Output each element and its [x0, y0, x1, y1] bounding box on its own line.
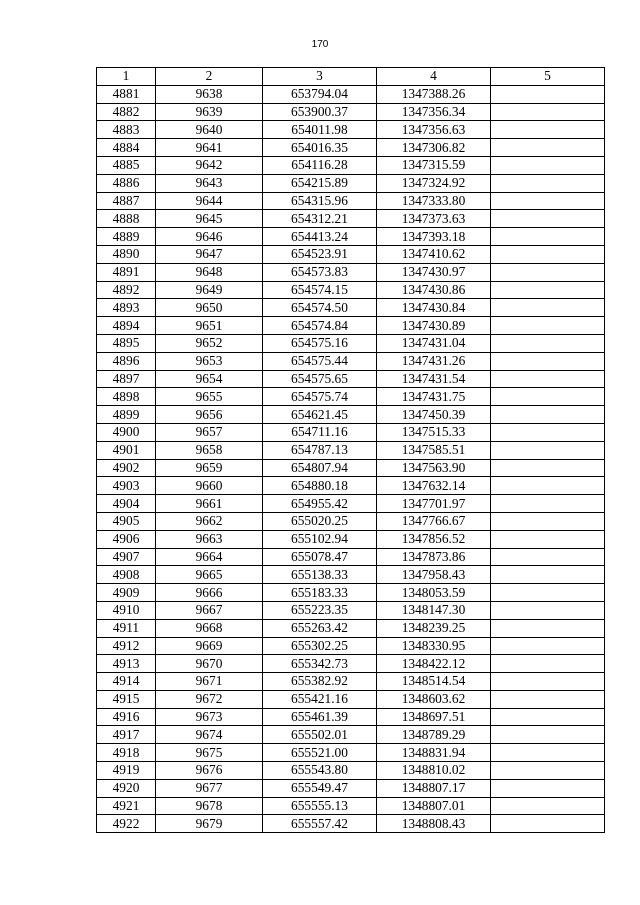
table-cell-col-4: 1347315.59 [377, 156, 491, 174]
table-cell-col-1: 4921 [97, 797, 156, 815]
table-cell-col-2: 9652 [156, 334, 263, 352]
table-cell-col-2: 9676 [156, 762, 263, 780]
table-cell-col-4: 1347563.90 [377, 459, 491, 477]
table-cell-col-5 [491, 423, 605, 441]
table-cell-col-1: 4897 [97, 370, 156, 388]
table-cell-col-2: 9672 [156, 690, 263, 708]
table-cell-col-2: 9665 [156, 566, 263, 584]
table-cell-col-5 [491, 352, 605, 370]
table-row [97, 423, 605, 441]
table-cell-col-5 [491, 103, 605, 121]
table-cell-col-5 [491, 281, 605, 299]
table-cell-col-3: 654215.89 [263, 174, 377, 192]
table-cell-col-1: 4915 [97, 690, 156, 708]
table-cell-col-5 [491, 406, 605, 424]
table-cell-col-2: 9657 [156, 423, 263, 441]
table-cell-col-2: 9661 [156, 495, 263, 513]
table-cell-col-2: 9640 [156, 121, 263, 139]
table-row [97, 762, 605, 780]
table-cell-col-5 [491, 370, 605, 388]
table-cell-col-2: 9662 [156, 512, 263, 530]
table-cell-col-1: 4905 [97, 512, 156, 530]
table-cell-col-3: 654011.98 [263, 121, 377, 139]
table-cell-col-2: 9639 [156, 103, 263, 121]
table-cell-col-4: 1347356.34 [377, 103, 491, 121]
table-cell-col-2: 9653 [156, 352, 263, 370]
table-cell-col-5 [491, 210, 605, 228]
table-cell-col-5 [491, 192, 605, 210]
table-cell-col-2: 9659 [156, 459, 263, 477]
table-cell-col-5 [491, 388, 605, 406]
table-cell-col-5 [491, 530, 605, 548]
table-cell-col-1: 4886 [97, 174, 156, 192]
table-cell-col-5 [491, 673, 605, 691]
table-cell-col-1: 4881 [97, 85, 156, 103]
table-cell-col-5 [491, 548, 605, 566]
table-cell-col-3: 655102.94 [263, 530, 377, 548]
table-cell-col-1: 4910 [97, 601, 156, 619]
table-cell-col-2: 9643 [156, 174, 263, 192]
table-cell-col-4: 1347585.51 [377, 441, 491, 459]
table-cell-col-1: 4889 [97, 228, 156, 246]
table-cell-col-4: 1347356.63 [377, 121, 491, 139]
table-cell-col-3: 655223.35 [263, 601, 377, 619]
table-row [97, 708, 605, 726]
table-cell-col-1: 4882 [97, 103, 156, 121]
table-cell-col-3: 655183.33 [263, 584, 377, 602]
table-cell-col-1: 4913 [97, 655, 156, 673]
table-cell-col-5 [491, 334, 605, 352]
table-row [97, 334, 605, 352]
table-cell-col-1: 4918 [97, 744, 156, 762]
table-cell-col-4: 1347856.52 [377, 530, 491, 548]
table-cell-col-3: 655521.00 [263, 744, 377, 762]
table-cell-col-3: 655421.16 [263, 690, 377, 708]
column-header-3: 3 [263, 68, 377, 86]
table-row [97, 388, 605, 406]
table-cell-col-1: 4883 [97, 121, 156, 139]
table-row [97, 584, 605, 602]
table-row [97, 317, 605, 335]
table-cell-col-4: 1347431.04 [377, 334, 491, 352]
table-cell-col-3: 655138.33 [263, 566, 377, 584]
table-cell-col-4: 1347766.67 [377, 512, 491, 530]
table-cell-col-2: 9664 [156, 548, 263, 566]
table-row [97, 744, 605, 762]
table-cell-col-5 [491, 477, 605, 495]
table-cell-col-2: 9638 [156, 85, 263, 103]
table-cell-col-3: 655557.42 [263, 815, 377, 833]
table-cell-col-4: 1347333.80 [377, 192, 491, 210]
table-row [97, 103, 605, 121]
table-cell-col-3: 654413.24 [263, 228, 377, 246]
table-cell-col-2: 9658 [156, 441, 263, 459]
table-cell-col-4: 1348810.02 [377, 762, 491, 780]
table-cell-col-4: 1347515.33 [377, 423, 491, 441]
table-cell-col-2: 9654 [156, 370, 263, 388]
table-cell-col-1: 4884 [97, 139, 156, 157]
table-cell-col-4: 1347388.26 [377, 85, 491, 103]
table-cell-col-5 [491, 584, 605, 602]
table-cell-col-4: 1347306.82 [377, 139, 491, 157]
table-cell-col-3: 655543.80 [263, 762, 377, 780]
table-cell-col-5 [491, 619, 605, 637]
coordinates-table [96, 67, 605, 833]
table-cell-col-3: 654880.18 [263, 477, 377, 495]
column-header-4: 4 [377, 68, 491, 86]
table-cell-col-1: 4908 [97, 566, 156, 584]
table-body [97, 85, 605, 832]
table-cell-col-2: 9642 [156, 156, 263, 174]
table-cell-col-2: 9651 [156, 317, 263, 335]
table-row [97, 548, 605, 566]
table-cell-col-3: 654016.35 [263, 139, 377, 157]
table-cell-col-5 [491, 459, 605, 477]
table-header [97, 68, 605, 86]
table-cell-col-2: 9669 [156, 637, 263, 655]
column-header-5: 5 [491, 68, 605, 86]
table-cell-col-3: 654621.45 [263, 406, 377, 424]
table-cell-col-3: 654116.28 [263, 156, 377, 174]
table-cell-col-5 [491, 708, 605, 726]
table-cell-col-1: 4916 [97, 708, 156, 726]
table-cell-col-2: 9671 [156, 673, 263, 691]
table-cell-col-3: 655549.47 [263, 779, 377, 797]
table-row [97, 245, 605, 263]
table-row [97, 619, 605, 637]
table-cell-col-4: 1348053.59 [377, 584, 491, 602]
table-cell-col-3: 655263.42 [263, 619, 377, 637]
table-cell-col-2: 9649 [156, 281, 263, 299]
table-cell-col-1: 4919 [97, 762, 156, 780]
table-cell-col-5 [491, 512, 605, 530]
table-cell-col-1: 4906 [97, 530, 156, 548]
table-cell-col-5 [491, 655, 605, 673]
table-cell-col-5 [491, 601, 605, 619]
table-cell-col-3: 654955.42 [263, 495, 377, 513]
table-row [97, 512, 605, 530]
table-cell-col-2: 9663 [156, 530, 263, 548]
table-cell-col-3: 654315.96 [263, 192, 377, 210]
table-row [97, 530, 605, 548]
table-cell-col-2: 9645 [156, 210, 263, 228]
table-row [97, 156, 605, 174]
table-row [97, 139, 605, 157]
table-cell-col-2: 9679 [156, 815, 263, 833]
table-cell-col-4: 1348147.30 [377, 601, 491, 619]
table-cell-col-4: 1348831.94 [377, 744, 491, 762]
table-row [97, 406, 605, 424]
table-cell-col-1: 4893 [97, 299, 156, 317]
table-cell-col-4: 1347430.89 [377, 317, 491, 335]
table-cell-col-1: 4904 [97, 495, 156, 513]
table-row [97, 281, 605, 299]
column-header-1: 1 [97, 68, 156, 86]
header-row [97, 68, 605, 86]
table-cell-col-2: 9675 [156, 744, 263, 762]
table-cell-col-1: 4912 [97, 637, 156, 655]
table-cell-col-2: 9667 [156, 601, 263, 619]
table-cell-col-1: 4885 [97, 156, 156, 174]
table-row [97, 85, 605, 103]
table-row [97, 228, 605, 246]
table-row [97, 263, 605, 281]
table-cell-col-1: 4898 [97, 388, 156, 406]
table-cell-col-5 [491, 744, 605, 762]
table-row [97, 637, 605, 655]
table-cell-col-5 [491, 317, 605, 335]
table-cell-col-5 [491, 263, 605, 281]
table-cell-col-5 [491, 495, 605, 513]
table-cell-col-3: 655302.25 [263, 637, 377, 655]
table-row [97, 352, 605, 370]
table-cell-col-1: 4890 [97, 245, 156, 263]
table-cell-col-5 [491, 726, 605, 744]
table-cell-col-2: 9660 [156, 477, 263, 495]
table-cell-col-2: 9670 [156, 655, 263, 673]
table-cell-col-3: 654711.16 [263, 423, 377, 441]
table-cell-col-4: 1347632.14 [377, 477, 491, 495]
table-cell-col-3: 654787.13 [263, 441, 377, 459]
table-cell-col-2: 9673 [156, 708, 263, 726]
table-cell-col-5 [491, 779, 605, 797]
table-row [97, 690, 605, 708]
table-cell-col-5 [491, 121, 605, 139]
table-cell-col-5 [491, 245, 605, 263]
table-cell-col-4: 1347431.75 [377, 388, 491, 406]
table-cell-col-1: 4920 [97, 779, 156, 797]
table-cell-col-1: 4888 [97, 210, 156, 228]
table-cell-col-3: 655555.13 [263, 797, 377, 815]
table-cell-col-4: 1347410.62 [377, 245, 491, 263]
table-cell-col-5 [491, 637, 605, 655]
table-cell-col-2: 9646 [156, 228, 263, 246]
table-cell-col-3: 654573.83 [263, 263, 377, 281]
table-row [97, 370, 605, 388]
table-cell-col-4: 1348789.29 [377, 726, 491, 744]
table-row [97, 601, 605, 619]
table-cell-col-1: 4896 [97, 352, 156, 370]
table-cell-col-5 [491, 797, 605, 815]
table-row [97, 121, 605, 139]
table-cell-col-1: 4887 [97, 192, 156, 210]
table-row [97, 174, 605, 192]
table-cell-col-3: 655461.39 [263, 708, 377, 726]
table-cell-col-1: 4900 [97, 423, 156, 441]
table-cell-col-3: 654575.16 [263, 334, 377, 352]
table-cell-col-3: 655020.25 [263, 512, 377, 530]
table-cell-col-2: 9650 [156, 299, 263, 317]
table-cell-col-3: 654575.74 [263, 388, 377, 406]
table-row [97, 779, 605, 797]
table-cell-col-3: 654574.84 [263, 317, 377, 335]
table-cell-col-5 [491, 228, 605, 246]
table-cell-col-2: 9674 [156, 726, 263, 744]
table-cell-col-4: 1348697.51 [377, 708, 491, 726]
table-cell-col-5 [491, 815, 605, 833]
table-cell-col-3: 655502.01 [263, 726, 377, 744]
table-cell-col-2: 9647 [156, 245, 263, 263]
table-cell-col-3: 655382.92 [263, 673, 377, 691]
table-cell-col-4: 1347430.86 [377, 281, 491, 299]
table-cell-col-3: 653794.04 [263, 85, 377, 103]
table-cell-col-3: 654574.50 [263, 299, 377, 317]
table-cell-col-1: 4909 [97, 584, 156, 602]
table-cell-col-3: 654312.21 [263, 210, 377, 228]
table-cell-col-1: 4891 [97, 263, 156, 281]
table-cell-col-4: 1348808.43 [377, 815, 491, 833]
table-cell-col-3: 653900.37 [263, 103, 377, 121]
table-row [97, 815, 605, 833]
table-cell-col-3: 655078.47 [263, 548, 377, 566]
table-cell-col-4: 1348514.54 [377, 673, 491, 691]
table-row [97, 673, 605, 691]
table-row [97, 210, 605, 228]
table-cell-col-1: 4903 [97, 477, 156, 495]
table-row [97, 495, 605, 513]
table-cell-col-2: 9655 [156, 388, 263, 406]
table-cell-col-4: 1347431.54 [377, 370, 491, 388]
table-cell-col-1: 4899 [97, 406, 156, 424]
table-cell-col-1: 4894 [97, 317, 156, 335]
table-cell-col-1: 4917 [97, 726, 156, 744]
table-cell-col-4: 1347373.63 [377, 210, 491, 228]
table-row [97, 192, 605, 210]
table-cell-col-4: 1348807.01 [377, 797, 491, 815]
table-row [97, 299, 605, 317]
table-row [97, 459, 605, 477]
table-cell-col-2: 9648 [156, 263, 263, 281]
table-cell-col-4: 1348422.12 [377, 655, 491, 673]
table-cell-col-2: 9656 [156, 406, 263, 424]
table-cell-col-3: 654523.91 [263, 245, 377, 263]
table-cell-col-5 [491, 156, 605, 174]
table-cell-col-4: 1347393.18 [377, 228, 491, 246]
table-cell-col-1: 4901 [97, 441, 156, 459]
table-cell-col-2: 9668 [156, 619, 263, 637]
table-row [97, 726, 605, 744]
table-cell-col-2: 9678 [156, 797, 263, 815]
table-cell-col-4: 1347450.39 [377, 406, 491, 424]
table-cell-col-5 [491, 174, 605, 192]
table-cell-col-4: 1347430.84 [377, 299, 491, 317]
table-row [97, 655, 605, 673]
table-cell-col-5 [491, 566, 605, 584]
table-row [97, 477, 605, 495]
table-cell-col-3: 655342.73 [263, 655, 377, 673]
table-row [97, 566, 605, 584]
table-cell-col-5 [491, 299, 605, 317]
table-cell-col-1: 4922 [97, 815, 156, 833]
table-row [97, 797, 605, 815]
table-cell-col-4: 1348330.95 [377, 637, 491, 655]
table-cell-col-4: 1347431.26 [377, 352, 491, 370]
table-row [97, 441, 605, 459]
table-cell-col-1: 4892 [97, 281, 156, 299]
table-cell-col-5 [491, 690, 605, 708]
table-cell-col-5 [491, 762, 605, 780]
table-cell-col-3: 654575.65 [263, 370, 377, 388]
table-cell-col-1: 4907 [97, 548, 156, 566]
table-cell-col-2: 9641 [156, 139, 263, 157]
table-cell-col-4: 1347958.43 [377, 566, 491, 584]
table-cell-col-4: 1348239.25 [377, 619, 491, 637]
table-cell-col-5 [491, 139, 605, 157]
table-cell-col-3: 654574.15 [263, 281, 377, 299]
table-cell-col-1: 4911 [97, 619, 156, 637]
page-number: 170 [311, 39, 329, 50]
table-cell-col-2: 9644 [156, 192, 263, 210]
table-cell-col-5 [491, 441, 605, 459]
table-cell-col-4: 1348603.62 [377, 690, 491, 708]
table-cell-col-4: 1347324.92 [377, 174, 491, 192]
table-cell-col-1: 4914 [97, 673, 156, 691]
table-cell-col-2: 9666 [156, 584, 263, 602]
table-cell-col-3: 654807.94 [263, 459, 377, 477]
table-cell-col-1: 4895 [97, 334, 156, 352]
column-header-2: 2 [156, 68, 263, 86]
table-cell-col-4: 1347430.97 [377, 263, 491, 281]
table-cell-col-2: 9677 [156, 779, 263, 797]
table-cell-col-4: 1347701.97 [377, 495, 491, 513]
table-cell-col-4: 1347873.86 [377, 548, 491, 566]
table-cell-col-1: 4902 [97, 459, 156, 477]
table-cell-col-3: 654575.44 [263, 352, 377, 370]
table-cell-col-5 [491, 85, 605, 103]
table-cell-col-4: 1348807.17 [377, 779, 491, 797]
